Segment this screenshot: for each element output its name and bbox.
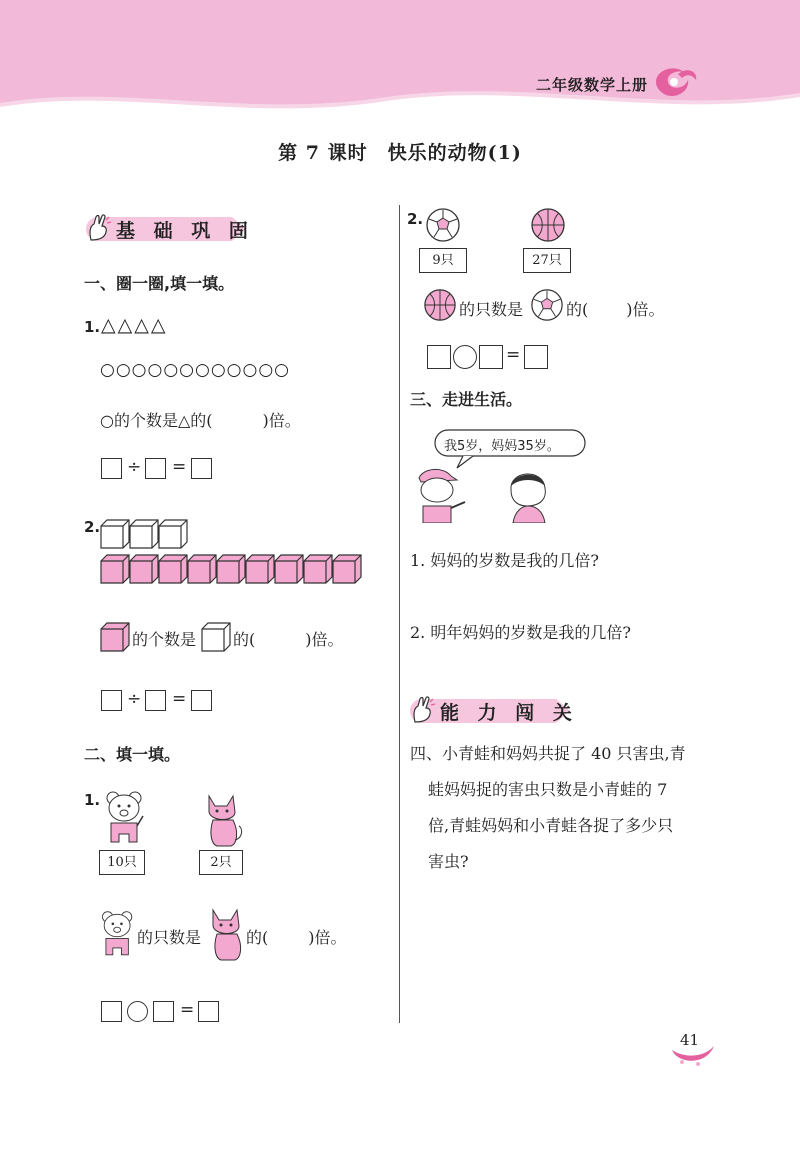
divide-sign: ÷ <box>127 689 142 709</box>
equals-sign: = <box>180 1000 195 1020</box>
sentence-text: )倍。 <box>626 300 665 319</box>
page-number: 41 <box>680 1031 700 1049</box>
pink-cube <box>188 555 216 583</box>
pink-cube <box>101 555 129 583</box>
question-heading-1: 一、圈一圈,填一填。 <box>84 274 235 293</box>
column-divider <box>399 205 400 1023</box>
pink-cube <box>333 555 361 583</box>
soccer-count-label: 9只 <box>419 248 467 273</box>
operator-circle[interactable] <box>453 345 477 369</box>
pink-cube <box>246 555 274 583</box>
white-cube <box>101 520 129 548</box>
bear-count-label: 10只 <box>99 850 145 875</box>
item-number: 2. <box>84 518 101 536</box>
answer-box[interactable] <box>153 1001 174 1022</box>
cat-count-label: 2只 <box>199 850 243 875</box>
white-cube <box>130 520 158 548</box>
answer-box[interactable] <box>101 1001 122 1022</box>
question-heading-3: 三、走进生活。 <box>410 390 523 409</box>
answer-box[interactable] <box>101 458 122 479</box>
divide-sign: ÷ <box>127 457 142 477</box>
sentence-text: 的( <box>233 630 256 649</box>
item-number: 2. <box>407 210 424 228</box>
operator-circle[interactable] <box>127 1001 148 1022</box>
item3-sentence-end <box>246 925 347 948</box>
equals-sign: = <box>506 345 521 365</box>
cat-icon <box>203 792 243 848</box>
swirl-logo-icon <box>650 62 702 102</box>
item4-mid1: 的只数是 <box>459 300 524 319</box>
soccer-ball-icon <box>530 288 564 322</box>
item2-sentence-end <box>233 627 344 650</box>
item3-mid1: 的只数是 <box>137 928 202 947</box>
sentence-text: ○的个数是△的( <box>100 411 213 430</box>
bear-icon <box>103 790 147 848</box>
basketball-count-label: 27只 <box>523 248 571 273</box>
item-number: 1. <box>84 318 101 336</box>
answer-box[interactable] <box>191 690 212 711</box>
life-question-2: 2. 明年妈妈的岁数是我的几倍? <box>410 623 631 642</box>
white-cube-icon <box>201 622 231 652</box>
section-title-basic: 基 础 巩 固 <box>116 220 254 242</box>
white-cube <box>159 520 187 548</box>
sentence-text: 的( <box>246 928 269 947</box>
item-number: 1. <box>84 791 101 809</box>
equals-sign: = <box>172 457 187 477</box>
answer-box[interactable] <box>191 458 212 479</box>
answer-box[interactable] <box>198 1001 219 1022</box>
grade-title: 二年级数学上册 <box>536 76 649 94</box>
basketball-icon <box>530 207 566 243</box>
pink-cube <box>217 555 245 583</box>
item4-sentence-end <box>566 297 665 320</box>
q4-line-2: 蛙妈妈捉的害虫只数是小青蛙的 7 <box>428 780 668 799</box>
q4-line-4: 害虫? <box>428 852 469 871</box>
answer-box[interactable] <box>524 345 548 369</box>
hand-icon <box>410 696 436 724</box>
cubes-figure <box>100 515 370 590</box>
sentence-text: )倍。 <box>305 630 344 649</box>
soccer-ball-icon <box>425 207 461 243</box>
answer-box[interactable] <box>427 345 451 369</box>
lesson-title: 第 7 课时 快乐的动物(1) <box>278 142 522 164</box>
answer-box[interactable] <box>145 690 166 711</box>
sentence-text: 的( <box>566 300 589 319</box>
item1-sentence <box>100 408 301 431</box>
speech-bubble-text: 我5岁，妈妈35岁。 <box>444 439 560 454</box>
answer-box[interactable] <box>101 690 122 711</box>
pink-cube <box>130 555 158 583</box>
sentence-text: )倍。 <box>262 411 301 430</box>
pink-cube <box>304 555 332 583</box>
circles-row: ○○○○○○○○○○○○ <box>100 360 291 380</box>
answer-box[interactable] <box>145 458 166 479</box>
section-title-ability: 能 力 闯 关 <box>440 702 578 724</box>
answer-box[interactable] <box>479 345 503 369</box>
q4-line-3: 倍,青蛙妈妈和小青蛙各捉了多少只 <box>428 816 674 835</box>
q4-line-1: 四、小青蛙和妈妈共捉了 40 只害虫,青 <box>410 744 686 763</box>
triangles-row: △△△△ <box>101 314 168 336</box>
hand-icon <box>86 214 112 242</box>
question-heading-2: 二、填一填。 <box>84 745 181 764</box>
pink-cube-icon <box>100 622 130 652</box>
bear-icon <box>99 905 137 965</box>
pink-cube <box>275 555 303 583</box>
sentence-text: )倍。 <box>308 928 347 947</box>
item2-mid1: 的个数是 <box>132 630 197 649</box>
life-question-1: 1. 妈妈的岁数是我的几倍? <box>410 551 599 570</box>
cat-icon <box>207 905 247 963</box>
basketball-icon <box>423 288 457 322</box>
pink-cube <box>159 555 187 583</box>
equals-sign: = <box>172 689 187 709</box>
